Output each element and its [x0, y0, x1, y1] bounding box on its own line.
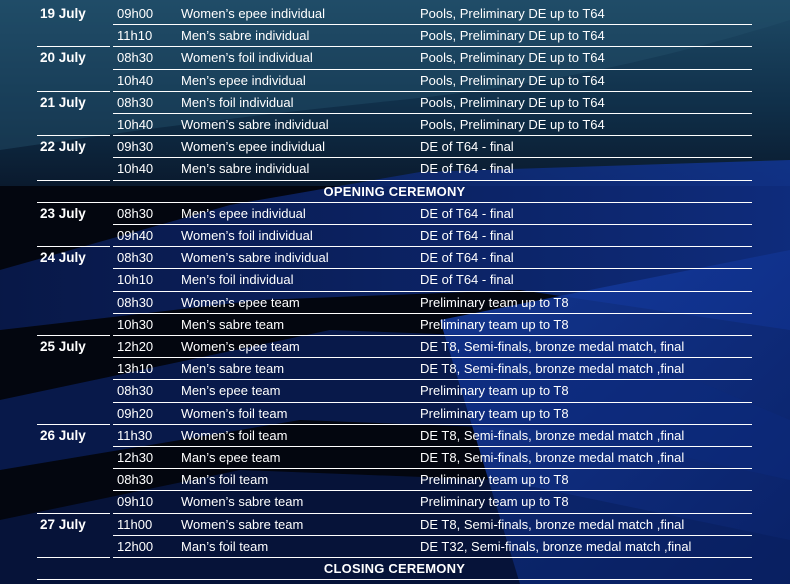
phase-cell: DE T8, Semi-finals, bronze medal match ,final — [420, 516, 685, 532]
schedule-row — [0, 425, 790, 447]
event-cell: Women’s foil individual — [181, 228, 313, 243]
schedule-row — [0, 514, 790, 536]
event-cell: Men’s epee individual — [181, 205, 306, 221]
day-label: 27 July — [40, 516, 86, 532]
schedule-row — [0, 358, 790, 380]
time-cell: 11h30 — [117, 427, 153, 443]
day-label: 25 July — [40, 339, 86, 354]
event-cell: Women’s epee team — [181, 294, 300, 310]
phase-cell: DE of T64 - final — [420, 250, 514, 266]
time-cell: 09h00 — [117, 6, 154, 21]
phase-cell: Pools, Preliminary DE up to T64 — [420, 50, 605, 66]
schedule-row — [0, 247, 790, 269]
phase-cell: Preliminary team up to T8 — [420, 383, 569, 399]
schedule-row — [0, 314, 790, 336]
event-cell: Men’s sabre team — [181, 361, 285, 377]
schedule-row — [0, 269, 790, 291]
time-cell: 09h40 — [117, 228, 154, 243]
ceremony-row — [37, 558, 752, 580]
schedule-row — [0, 47, 790, 69]
time-cell: 11h10 — [117, 28, 153, 44]
day-label: 20 July — [40, 50, 86, 66]
phase-cell: Preliminary team up to T8 — [420, 294, 569, 310]
time-cell: 09h20 — [117, 405, 154, 421]
phase-cell: DE of T64 - final — [420, 205, 514, 221]
schedule-row — [0, 203, 790, 225]
time-cell: 10h30 — [117, 316, 154, 332]
phase-cell: DE T8, Semi-finals, bronze medal match ,final — [420, 450, 685, 465]
event-cell: Men’s sabre team — [181, 316, 285, 332]
day-label: 21 July — [40, 94, 86, 110]
time-cell: 10h40 — [117, 161, 154, 177]
phase-cell: DE T8, Semi-finals, bronze medal match ,final — [420, 427, 685, 443]
day-label — [40, 447, 110, 469]
phase-cell: DE of T64 - final — [420, 139, 514, 155]
phase-cell: DE of T64 - final — [420, 161, 514, 177]
phase-cell: Pools, Preliminary DE up to T64 — [420, 94, 605, 110]
ceremony-label: OPENING CEREMONY — [323, 183, 466, 199]
day-label — [40, 158, 110, 180]
phase-cell: Pools, Preliminary DE up to T64 — [420, 117, 605, 132]
time-cell: 10h40 — [117, 72, 154, 88]
time-cell: 12h20 — [117, 339, 154, 354]
time-cell: 10h10 — [117, 272, 154, 288]
day-label — [40, 403, 110, 425]
schedule-row — [0, 114, 790, 136]
phase-cell: Pools, Preliminary DE up to T64 — [420, 72, 605, 88]
day-label — [40, 114, 110, 136]
phase-cell: DE T8, Semi-finals, bronze medal match ,final — [420, 361, 685, 377]
phase-cell: DE T8, Semi-finals, bronze medal match, final — [420, 339, 685, 354]
event-cell: Men’s sabre individual — [181, 28, 310, 44]
day-label: 23 July — [40, 205, 86, 221]
time-cell: 09h30 — [117, 139, 154, 155]
phase-cell: Preliminary team up to T8 — [420, 472, 569, 488]
event-cell: Women’s foil team — [181, 427, 288, 443]
time-cell: 08h30 — [117, 205, 154, 221]
event-cell: Women’s sabre team — [181, 516, 304, 532]
day-label — [40, 536, 110, 558]
phase-cell: DE T32, Semi-finals, bronze medal match ,final — [420, 538, 692, 554]
event-cell: Women’s epee team — [181, 339, 300, 354]
schedule-row — [0, 380, 790, 402]
schedule-row — [0, 3, 790, 25]
event-cell: Man’s epee team — [181, 450, 281, 465]
phase-cell: Preliminary team up to T8 — [420, 494, 569, 510]
phase-cell: DE of T64 - final — [420, 228, 514, 243]
phase-cell: Pools, Preliminary DE up to T64 — [420, 6, 605, 21]
time-cell: 09h10 — [117, 494, 154, 510]
time-cell: 10h40 — [117, 117, 154, 132]
schedule-row — [0, 158, 790, 180]
phase-cell: Preliminary team up to T8 — [420, 405, 569, 421]
event-cell: Women’s epee individual — [181, 139, 326, 155]
event-cell: Women’s sabre team — [181, 494, 304, 510]
event-cell: Women’s epee individual — [181, 6, 326, 21]
day-label — [40, 469, 110, 491]
time-cell: 08h30 — [117, 294, 154, 310]
day-label — [40, 380, 110, 402]
phase-cell: Pools, Preliminary DE up to T64 — [420, 28, 605, 44]
event-cell: Men’s foil individual — [181, 94, 294, 110]
schedule-row — [0, 225, 790, 247]
ceremony-label: CLOSING CEREMONY — [323, 561, 466, 576]
event-cell: Man’s foil team — [181, 538, 269, 554]
day-label: 22 July — [40, 139, 86, 155]
event-cell: Men’s sabre individual — [181, 161, 310, 177]
time-cell: 08h30 — [117, 472, 154, 488]
ceremony-row — [37, 181, 752, 203]
day-label — [40, 70, 110, 92]
time-cell: 08h30 — [117, 50, 154, 66]
day-label: 19 July — [40, 6, 86, 21]
day-label: 26 July — [40, 427, 86, 443]
schedule-row — [0, 403, 790, 425]
time-cell: 12h00 — [117, 538, 154, 554]
event-cell: Men’s epee team — [181, 383, 281, 399]
day-label: 24 July — [40, 250, 86, 266]
event-cell: Women’s sabre individual — [181, 117, 329, 132]
schedule-row — [0, 70, 790, 92]
phase-cell: Preliminary team up to T8 — [420, 316, 569, 332]
schedule-row — [0, 136, 790, 158]
time-cell: 08h30 — [117, 383, 154, 399]
row-divider — [37, 579, 752, 580]
event-cell: Women’s foil team — [181, 405, 288, 421]
schedule-row — [0, 92, 790, 114]
schedule-row — [0, 336, 790, 358]
time-cell: 08h30 — [117, 250, 154, 266]
event-cell: Men’s epee individual — [181, 72, 306, 88]
schedule-row — [0, 536, 790, 558]
day-label — [40, 225, 110, 247]
schedule-row — [0, 25, 790, 47]
day-label — [40, 358, 110, 380]
day-label — [40, 292, 110, 314]
schedule-row — [0, 469, 790, 491]
day-label — [40, 491, 110, 513]
schedule-row — [0, 292, 790, 314]
time-cell: 12h30 — [117, 450, 154, 465]
schedule-row — [0, 491, 790, 513]
event-cell: Men’s foil individual — [181, 272, 294, 288]
time-cell: 11h00 — [117, 516, 153, 532]
event-cell: Women’s sabre individual — [181, 250, 329, 266]
event-cell: Man’s foil team — [181, 472, 269, 488]
phase-cell: DE of T64 - final — [420, 272, 514, 288]
day-label — [40, 314, 110, 336]
event-cell: Women’s foil individual — [181, 50, 313, 66]
day-label — [40, 269, 110, 291]
time-cell: 08h30 — [117, 94, 154, 110]
time-cell: 13h10 — [117, 361, 154, 377]
schedule-row — [0, 447, 790, 469]
day-label — [40, 25, 110, 47]
